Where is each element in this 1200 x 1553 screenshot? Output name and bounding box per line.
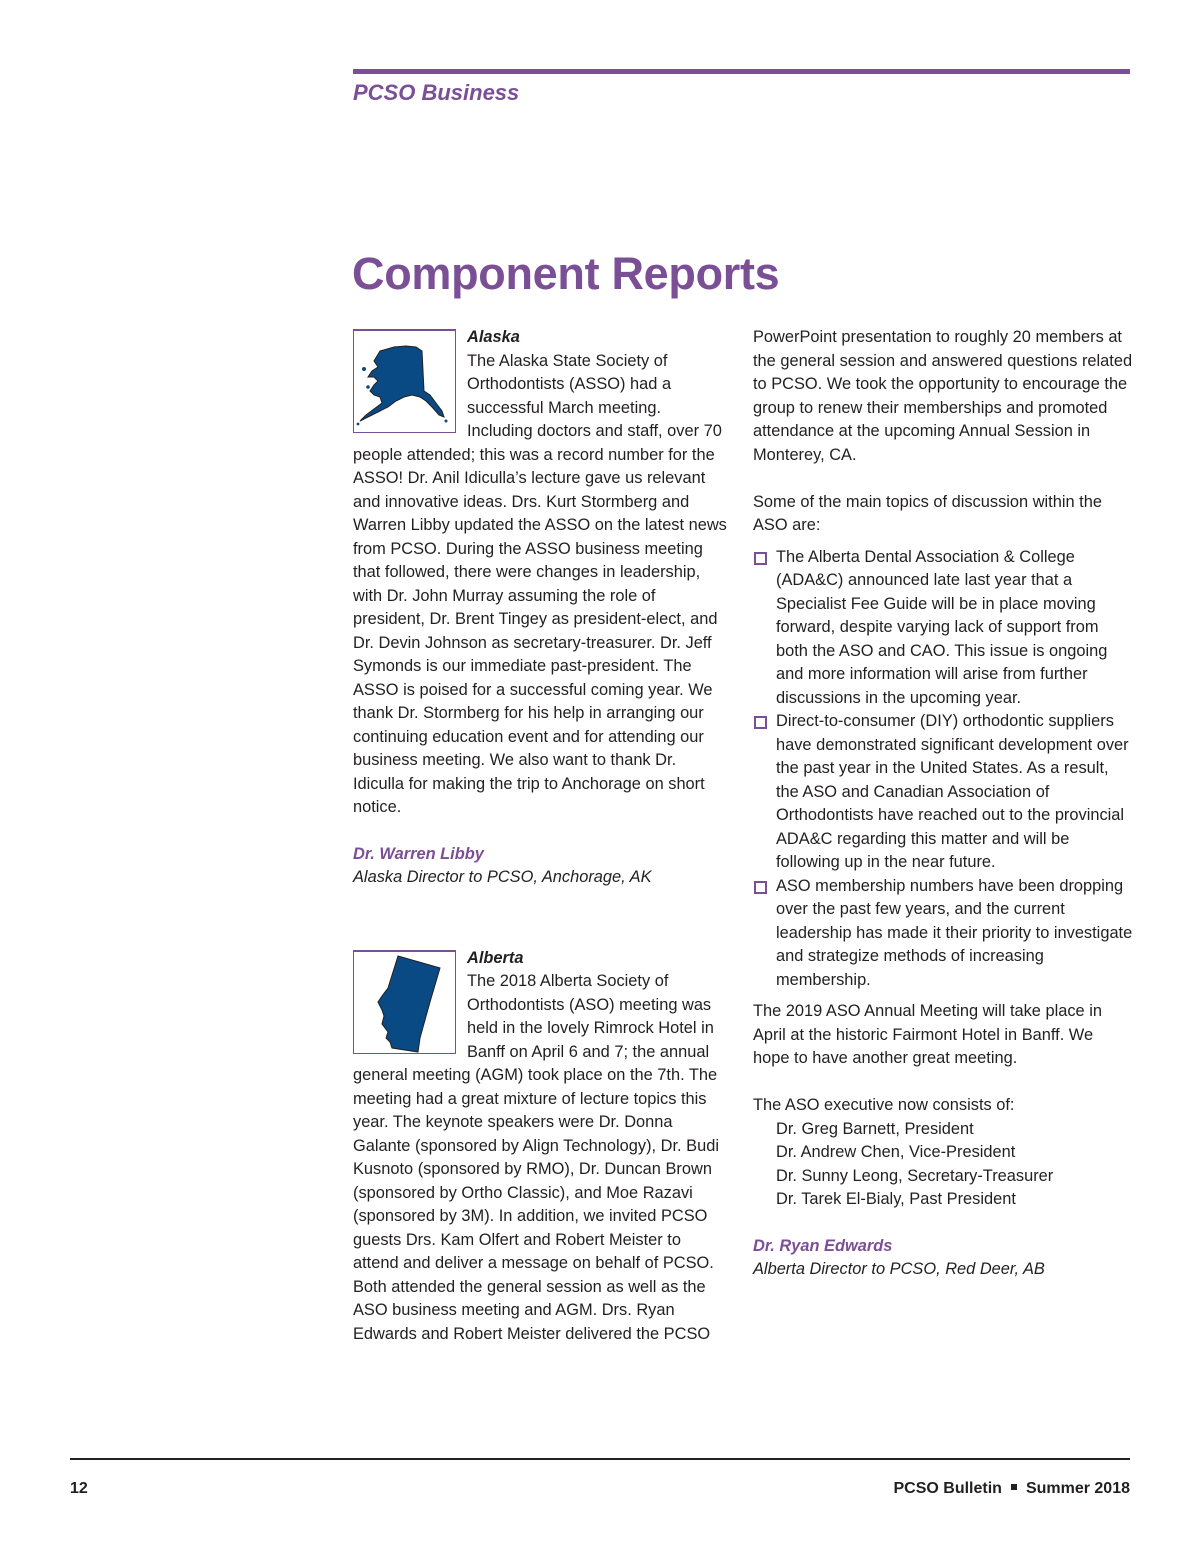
footer-rule <box>70 1458 1130 1460</box>
alberta-report-body-continued: PowerPoint presentation to roughly 20 members at the general session and answered questions related to PCSO. We took the opportunity to encourage the group to renew their memberships and promoted attendance at the upcoming Annual Session in Monterey, CA. <box>753 328 1133 464</box>
spacer <box>753 992 1133 1000</box>
publication-name: PCSO Bulletin <box>893 1480 1002 1497</box>
executive-item: Dr. Andrew Chen, Vice-President <box>776 1143 1016 1161</box>
alaska-report-body: The Alaska State Society of Orthodontists (ASSO) had a successful March meeting. Including doctors and staff, over 70 people attended; this was a record number for the ASSO! Dr. Anil Idiculla’s lecture gave us relevant and innovative ideas. Drs. Kurt Stormberg and Warren Libby updated the ASSO on the latest news from PCSO. During the ASSO business meeting that followed, there were changes in leadership, with Dr. John Murray assuming the role of president, Dr. Brent Tingey as president-elect, and Dr. Devin Johnson as secretary-treasurer. Dr. Jeff Symonds is our immediate past-president. The ASSO is poised for a successful coming year. We thank Dr. Stormberg for his help in arranging our continuing education event and for attending our business meeting. We also want to thank Dr. Idiculla for making the trip to Anchorage on short notice. <box>353 351 727 816</box>
topics-intro: Some of the main topics of discussion within the ASO are: <box>753 492 1102 534</box>
issue-label: Summer 2018 <box>1025 1480 1130 1497</box>
meeting-note: The 2019 ASO Annual Meeting will take place in April at the historic Fairmont Hotel in Banff. We hope to have another great meeting. <box>753 1002 1102 1067</box>
executive-item: Dr. Sunny Leong, Secretary-Treasurer <box>776 1166 1054 1185</box>
alaska-map-icon <box>353 329 456 433</box>
alaska-signature-name: Dr. Warren Libby <box>353 844 484 863</box>
alberta-report-body-start: The 2018 Alberta Society of Orthodontists (ASO) meeting was held in the lovely Rimrock Hotel in Banff on April 6 and 7; the annual general meeting (AGM) took place on the 7th. The meeting had a great mixture of lecture topics this year. The keynote speakers were Dr. Donna Galante (sponsored by Align Technology), Dr. Budi Kusnoto (sponsored by RMO), Dr. Duncan Brown (sponsored by Ortho Classic), and Moe Razavi (sponsored by 3M). In addition, we invited PCSO guests Drs. Kam Olfert and Robert Meister to attend and deliver a message on behalf of PCSO. Both attended the general session as well as the ASO business meeting and AGM. Drs. Ryan Edwards and Robert Meister delivered the PCSO <box>353 972 719 1343</box>
right-column <box>753 326 1133 1282</box>
header-rule <box>353 69 1130 74</box>
alberta-signature-name: Dr. Ryan Edwards <box>753 1236 893 1255</box>
page-number: 12 <box>70 1480 88 1497</box>
topic-item: ASO membership numbers have been dropping over the past few years, and the current leadership has made it their priority to investigate and strategize methods of increasing membership. <box>753 875 1133 993</box>
section-label: PCSO Business <box>353 80 520 105</box>
alberta-signature-title: Alberta Director to PCSO, Red Deer, AB <box>753 1260 1045 1278</box>
footer-publication <box>893 1480 1130 1498</box>
topic-item: The Alberta Dental Association & College (ADA&C) announced late last year that a Specialist Fee Guide will be in place moving forward, despite varying lack of support from both the ASO and CAO. This issue is ongoing and more information will arise from further discussions in the upcoming year. <box>753 546 1133 711</box>
alberta-map-icon <box>353 950 456 1054</box>
square-bullet-icon <box>754 552 767 565</box>
topics-list <box>753 546 1133 993</box>
spacer <box>753 467 1133 491</box>
left-column <box>353 326 731 1346</box>
executive-intro: The ASO executive now consists of: <box>753 1096 1015 1114</box>
topic-item: Direct-to-consumer (DIY) orthodontic suppliers have demonstrated significant development over the past year in the United States. As a result, the ASO and Canadian Association of Orthodontists have reached out to the provincial ADA&C regarding this matter and will be following up in the near future. <box>753 710 1133 875</box>
alaska-signature-title: Alaska Director to PCSO, Anchorage, AK <box>353 868 652 886</box>
spacer <box>353 890 731 947</box>
square-bullet-icon <box>754 716 767 729</box>
page-title: Component Reports <box>352 248 780 299</box>
spacer <box>753 1071 1133 1095</box>
executive-item: Dr. Greg Barnett, President <box>776 1119 974 1138</box>
executive-list <box>753 1118 1133 1212</box>
square-bullet-icon <box>754 881 767 894</box>
alberta-heading: Alberta <box>467 948 524 967</box>
executive-item: Dr. Tarek El-Bialy, Past President <box>776 1190 1016 1208</box>
separator-square-icon <box>1011 1484 1017 1490</box>
alaska-heading: Alaska <box>467 328 520 346</box>
